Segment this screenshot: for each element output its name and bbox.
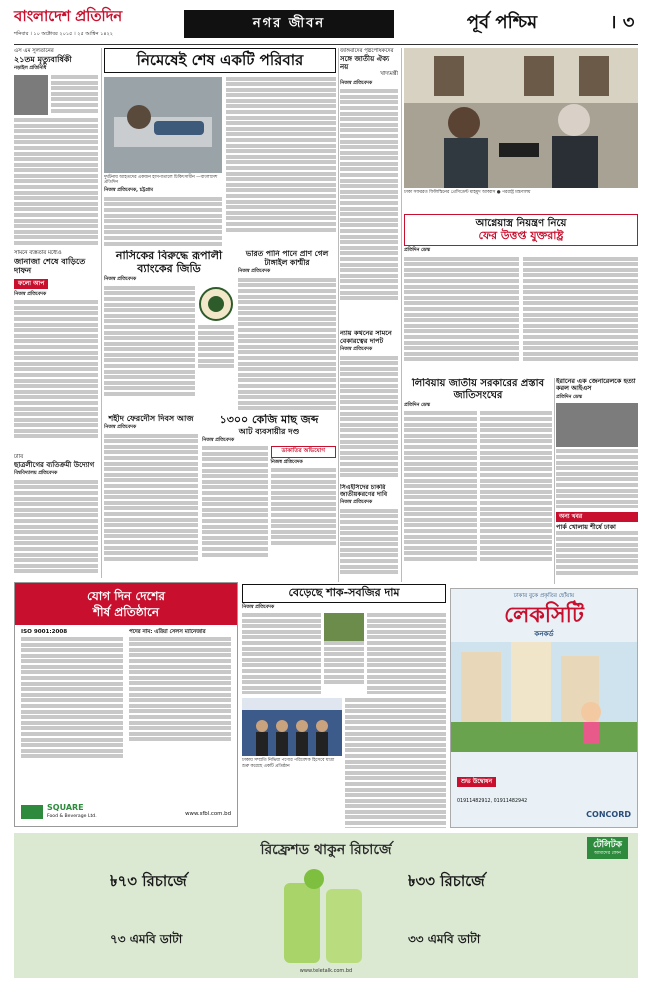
article-byline: নিজস্ব প্রতিবেদক	[242, 604, 275, 610]
masthead-left	[14, 6, 180, 44]
newspaper-logo[interactable]: বাংলাদেশ প্রতিদিন	[14, 7, 122, 25]
teletalk-ad[interactable]	[14, 833, 638, 978]
square-ad-title-line2: শীর্ষ প্রতিষ্ঠানে	[92, 605, 159, 620]
trade-byline: নিজস্ব প্রতিবেদক	[270, 459, 303, 465]
article-cigarette	[340, 484, 398, 580]
article-byline: নিজস্ব প্রতিবেদক	[340, 500, 373, 506]
article-fish	[202, 414, 336, 578]
article-headline[interactable]: ২১তম মৃত্যুবার্ষিকী	[14, 55, 72, 65]
square-ad-iso: ISO 9001:2008	[21, 629, 68, 636]
teletalk-offer1	[110, 871, 280, 947]
article-kicker: আগ্নেয়াস্ত্র নিয়ন্ত্রণ নিয়ে	[475, 218, 567, 229]
article-shaheed	[104, 414, 198, 578]
article-rupali	[104, 250, 234, 410]
nivea-photo	[242, 698, 342, 756]
square-brand: SQUARE	[47, 803, 84, 813]
column-divider	[338, 48, 339, 582]
hospital-photo	[104, 77, 222, 173]
lakecity-phone[interactable]: 01911482912, 01911482942	[457, 798, 528, 804]
lakecity-illustration	[451, 642, 638, 752]
section-title-center: নগর জীবন	[184, 10, 394, 38]
square-brand-sub: Food & Beverage Ltd.	[47, 813, 97, 819]
photo-caption: দুর্ঘটনায় আহতদের একজন হাসপাতালে চিকিৎসাধীন —বাংলাদেশ প্রতিদিন	[104, 174, 218, 186]
column-divider	[554, 378, 555, 584]
article-byline: নিজস্ব প্রতিবেদক	[104, 277, 137, 283]
article-headline[interactable]: ছাত্রলীগের ব্যতিক্রমী উদ্যোগ	[14, 461, 95, 470]
briefs-label: অন্য খবর	[556, 512, 638, 522]
article-byline: নিজস্ব প্রতিবেদক	[202, 437, 235, 443]
lakecity-ad[interactable]	[450, 588, 638, 828]
offer2-price: ৳৩৩ রিচার্জে	[408, 872, 485, 890]
lakecity-kicker: ঢাকার বুকে প্রকৃতির ছোঁয়ায়	[513, 593, 575, 599]
article-family	[104, 48, 336, 246]
column-divider	[101, 48, 102, 578]
masthead	[14, 6, 638, 44]
square-ad-title-line1: যোগ দিন দেশের	[86, 589, 166, 603]
masthead-rule	[14, 44, 638, 45]
square-website[interactable]: www.sfbl.com.bd	[185, 810, 231, 817]
article-byline: নড়াইল প্রতিনিধি	[14, 66, 47, 72]
article-byline: নিজস্ব প্রতিবেদক	[340, 347, 373, 353]
brief-headline[interactable]: পার্ক খোলায় শীর্ষে ঢাকা	[556, 523, 616, 532]
article-byline: প্রতিদিন ডেস্ক	[404, 248, 430, 254]
article-headline[interactable]: বেড়েছে শাক-সবজির দাম	[242, 584, 446, 603]
vegetable-photo	[324, 613, 364, 641]
article-headline[interactable]: সঙ্গে জাতীয় ঐক্য নয়	[340, 55, 390, 72]
square-job-ad[interactable]	[14, 582, 238, 827]
article-student-union	[14, 454, 98, 578]
article-byline: নিজস্ব প্রতিবেদক	[238, 269, 271, 275]
abbas-photo-block	[404, 48, 638, 208]
article-headline[interactable]: ইরানের এক জেনারেলকে হত্যা করল আইএস	[556, 378, 636, 393]
article-kicker: জঙ্গিবাদের পৃষ্ঠপোষকদের	[340, 48, 394, 54]
article-abbas	[340, 48, 398, 326]
article-headline[interactable]: ন্যায় কথনের সামনে বেকারত্বের দাপট	[340, 330, 392, 345]
lakecity-title-sub: কনকর্ড	[534, 630, 554, 639]
article-byline: প্রতিদিন ডেস্ক	[556, 394, 582, 400]
article-headline[interactable]: নাসিকের বিরুদ্ধে রূপালী ব্যাংকের জিডি	[115, 250, 223, 275]
concord-logo: CONCORD	[586, 810, 631, 820]
offer1-data: ৭৩ এমবি ডাটা	[110, 932, 183, 947]
offer1-price: ৳৭৩ রিচার্জে	[110, 872, 187, 890]
article-sub: খাদ্যমন্ত্রী	[380, 71, 398, 78]
trade-headline[interactable]: ডাকাতির অভিযোগ	[271, 446, 337, 458]
page-number: । ৩	[610, 12, 635, 33]
square-ad-header	[15, 583, 237, 625]
nivea-photo-graphic	[242, 698, 342, 756]
column-divider	[401, 48, 402, 582]
offer2-data: ৩৩ এমবি ডাটা	[408, 932, 481, 947]
article-us	[404, 214, 638, 374]
article-kicker: ঢাবি	[14, 454, 24, 460]
abbas-photo	[404, 48, 638, 188]
portrait-photo	[14, 75, 48, 115]
article-headline[interactable]: ভারত পানি পানে প্রাণ গেল টাঙ্গাইল কাশ্মীর	[245, 250, 329, 267]
article-workers	[340, 330, 398, 480]
abbas-photo-graphic	[404, 48, 638, 188]
nivea-block	[242, 698, 446, 828]
article-byline: প্রতিদিন ডেস্ক	[404, 403, 430, 408]
article-headline[interactable]: লিবিয়ায় জাতীয় সরকারের প্রস্তাব জাতিসংঘের	[411, 378, 545, 401]
article-headline[interactable]: শহীদ ফেরদৌস দিবস আজ	[108, 414, 194, 423]
lakecity-launch: শুভ উদ্বোধন	[457, 777, 496, 787]
square-logo-icon	[21, 805, 43, 819]
square-logo	[21, 803, 97, 820]
square-ad-position: পদের নাম: এরিয়া সেলস ম্যানেজার	[129, 629, 206, 636]
article-libya	[404, 378, 552, 583]
teletalk-brand-sub: আমাদের ফোন	[594, 851, 621, 857]
article-kashmir	[238, 250, 336, 410]
article-sultan	[14, 48, 98, 246]
article-vegetables	[242, 584, 446, 694]
article-sub: আট ব্যবসায়ীর দণ্ড	[238, 426, 300, 436]
article-byline: নিজস্ব প্রতিবেদক	[104, 425, 137, 431]
article-byline: নিজস্ব প্রতিবেদক	[14, 291, 47, 297]
article-byline: বিশ্ববিদ্যালয় প্রতিবেদক	[14, 471, 58, 477]
teletalk-tagline: রিফ্রেশড থাকুন রিচার্জে	[260, 842, 392, 858]
nivea-caption: ঢাকায় সম্প্রতি নিভিয়া পণ্যের পরিবেশক হিসেবে যাত্রা শুরু করেছে একটি প্রতিষ্ঠান	[242, 758, 335, 769]
teletalk-website[interactable]: www.teletalk.com.bd	[299, 968, 353, 975]
us-headline-box	[404, 214, 638, 246]
dateline: শনিবার । ১০ অক্টোবর ২০১৫ । ২৫ আশ্বিন ১৪২২	[14, 31, 114, 37]
teletalk-brand: টেলিটক	[592, 840, 622, 850]
hospital-photo-graphic	[104, 77, 222, 173]
article-headline[interactable]: নিমেষেই শেষ একটি পরিবার	[104, 48, 336, 73]
article-headline[interactable]: সিএইসিদের চাকরি জাতীয়করণের দাবি	[340, 484, 388, 499]
article-iran	[556, 378, 638, 508]
section-title-right: পূর্ব পশ্চিম	[466, 12, 538, 33]
teletalk-logo	[587, 837, 628, 859]
article-headline[interactable]: ফের উত্তপ্ত যুক্তরাষ্ট্র	[478, 228, 564, 242]
article-kicker: সামনে ব্যস্ততার মধ্যেও	[14, 250, 62, 256]
general-photo	[556, 403, 638, 447]
photo-caption: ঢাকা সফররত ফিলিস্তিনের প্রেসিডেন্ট মাহমুদ আব্বাস ● পররাষ্ট্র মন্ত্রণালয়	[404, 190, 531, 195]
briefs-block	[556, 512, 638, 584]
article-byline: নিজস্ব প্রতিবেদক, চট্টগ্রাম	[104, 188, 153, 194]
lakecity-title: লেকসিটি	[504, 602, 584, 628]
article-kicker: এস এম সুলতানের	[14, 48, 54, 54]
article-taxi	[14, 250, 98, 450]
teletalk-offer2	[408, 871, 578, 947]
article-byline: নিজস্ব প্রতিবেদক	[340, 80, 373, 86]
university-seal-icon	[198, 286, 234, 322]
article-headline[interactable]: ১৩০০ কেজি মাছ জব্দ	[219, 414, 319, 426]
article-headline[interactable]: জানাজা শেষে বাড়িতে দাফন	[14, 257, 86, 276]
followup-tag: ফলো আপ	[14, 279, 48, 289]
